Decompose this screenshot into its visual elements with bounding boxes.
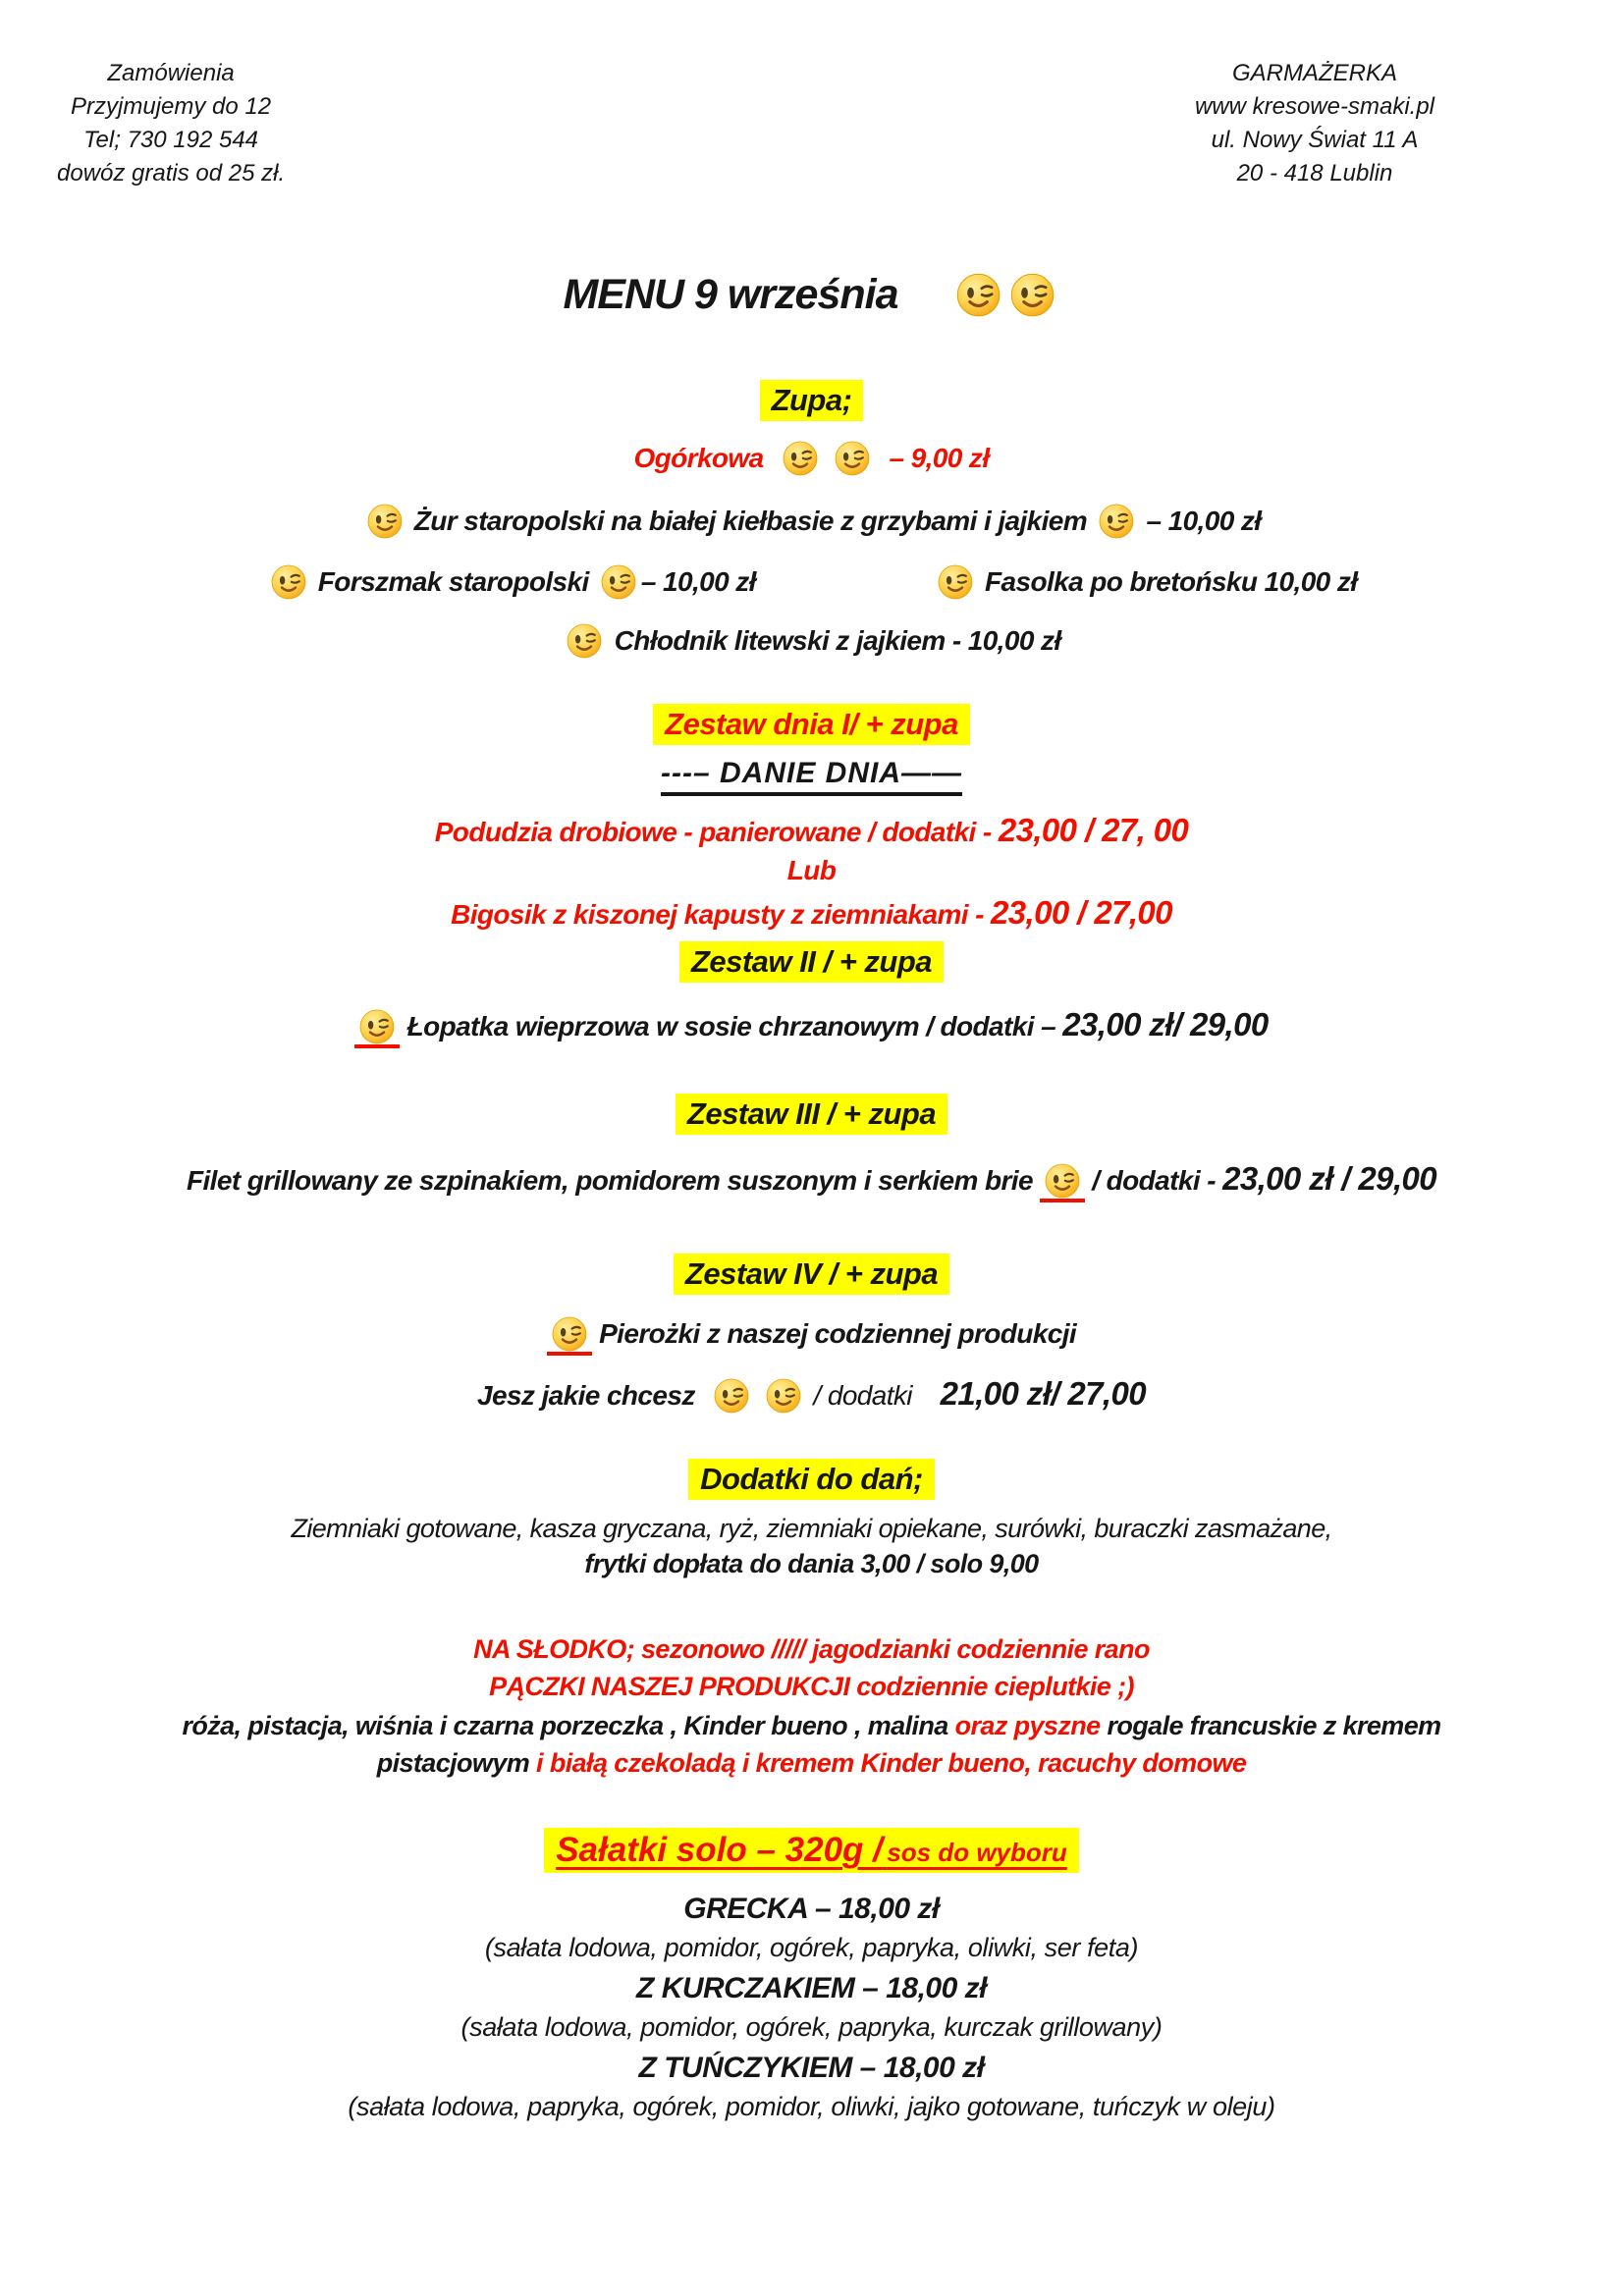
set2-heading: Zestaw II / + zupa [679,941,944,983]
item-name: Żur staropolski na białej kiełbasie z grzybami i jajkiem [413,506,1088,536]
sweets-line4-red: i białą czekoladą i kremem Kinder bueno, racuchy domowe [536,1748,1247,1778]
menu-item-forszmak [266,564,756,600]
wink-emoji-icon [567,623,602,659]
item-name: Fasolka po bretońsku 10,00 zł [985,566,1358,597]
extras-heading-line [0,1459,1623,1500]
salad-name-kurczak: Z KURCZAKIEM – 18,00 zł [636,1972,987,2004]
soups-heading: Zupa; [760,380,864,421]
page-title-line [0,271,1623,319]
delivery-info: dowóz gratis od 25 zł. [57,160,286,187]
salad-desc-kurczak: (sałata lodowa, pomidor, ogórek, papryka, kurczak grillowany) [460,2012,1163,2042]
menu-item-ogorkowa [0,441,1623,476]
item-name: Bigosik z kiszonej kapusty z ziemniakami - [451,899,984,930]
sweets-line2: PĄCZKI NASZEJ PRODUKCJI codziennie cieplutkie ;) [489,1672,1134,1701]
order-info-block [57,57,285,190]
wink-emoji-icon [766,1378,801,1414]
salads-heading-main: Sałatki solo – 320g / [556,1831,883,1869]
menu-item-lopatka [0,1006,1623,1048]
set3-heading-line [0,1094,1623,1135]
company-street: ul. Nowy Świat 11 A [1211,127,1419,153]
soups-two-column-row [0,564,1623,600]
wink-emoji-icon [835,441,870,476]
company-info-block [1195,57,1434,190]
wink-emoji-icon [714,1378,749,1414]
sweets-line4 [0,1748,1623,1779]
menu-content [0,271,1623,2122]
salad-desc-grecka: (sałata lodowa, pomidor, ogórek, papryka, oliwki, ser feta) [484,1933,1139,1962]
wink-emoji-icon [1010,273,1055,317]
menu-item-jesz [0,1375,1623,1414]
salad-name-tunczyk: Z TUŃCZYKIEM – 18,00 zł [638,2052,985,2084]
wink-emoji-underlined [354,1009,400,1048]
page-title: MENU 9 września [563,271,898,318]
item-name: Chłodnik litewski z jajkiem - 10,00 zł [614,625,1061,656]
item-prefix: Jesz jakie chcesz [477,1380,695,1411]
phone-number: Tel; 730 192 544 [83,127,259,153]
salads-heading-sub: sos do wyboru [887,1838,1067,1867]
item-price: – 10,00 zł [640,566,756,597]
order-info-line: Przyjmujemy do 12 [71,93,272,120]
menu-item-chlodnik [0,623,1623,659]
wink-emoji-icon [359,1009,395,1044]
salads-heading-line [0,1828,1623,1873]
wink-emoji-icon [367,504,403,539]
or-separator: Lub [786,855,837,885]
order-info-line: Zamówienia [107,60,235,86]
company-website: www kresowe-smaki.pl [1194,93,1434,120]
extras-list: Ziemniaki gotowane, kasza gryczana, ryż, ziemniaki opiekane, surówki, buraczki zasmażane, [291,1514,1332,1543]
set1-heading: Zestaw dnia I/ + zupa [653,704,970,745]
wink-emoji-icon [1045,1163,1080,1199]
wink-emoji-icon [552,1316,587,1352]
item-name: Forszmak staropolski [317,566,589,597]
item-name: Podudzia drobiowe - panierowane / dodatki - [434,817,992,847]
menu-item-podudzia [0,812,1623,849]
wink-emoji-icon [271,564,306,600]
salad-name-grecka: GRECKA – 18,00 zł [683,1893,940,1925]
menu-item-filet [0,1160,1623,1202]
sweets-line3-black2: rogale francuskie z kremem [1107,1711,1441,1740]
item-mid: / dodatki [813,1380,912,1411]
item-price: 23,00 / 27, 00 [998,812,1189,848]
salad-desc-tunczyk: (sałata lodowa, papryka, ogórek, pomidor, oliwki, jajko gotowane, tuńczyk w oleju) [348,2092,1275,2121]
item-name: Ogórkowa [633,443,764,473]
soups-section-heading-line [0,380,1623,421]
extras-heading: Dodatki do dań; [688,1459,935,1500]
menu-item-bigosik [0,894,1623,932]
item-name: Pierożki z naszej codziennej produkcji [599,1318,1077,1349]
item-price: 23,00 zł/ 29,00 [1062,1006,1269,1042]
extras-fries-note: frytki dopłata do dania 3,00 / solo 9,00 [584,1549,1039,1578]
sweets-line1: NA SŁODKO; sezonowo ///// jagodzianki codziennie rano [473,1634,1150,1664]
wink-emoji-underlined [547,1316,592,1356]
item-price: 21,00 zł/ 27,00 [940,1375,1146,1412]
set1-heading-line [0,704,1623,745]
item-price: 23,00 / 27,00 [991,894,1172,931]
wink-emoji-icon [938,564,973,600]
wink-emoji-icon [956,273,1001,317]
wink-emoji-icon [783,441,818,476]
menu-item-zur [0,504,1623,539]
wink-emoji-underlined [1040,1163,1085,1202]
set2-heading-line [0,941,1623,983]
menu-item-pierozki [0,1316,1623,1356]
item-price: – 9,00 zł [889,443,990,473]
salads-heading [544,1828,1079,1873]
sweets-line3 [0,1711,1623,1741]
dish-of-day-label: ---– DANIE DNIA—— [661,757,962,796]
company-city: 20 - 418 Lublin [1236,160,1393,187]
sweets-line4-black: pistacjowym [376,1748,537,1778]
item-price: 23,00 zł / 29,00 [1222,1160,1437,1197]
dish-of-day-line [0,757,1623,796]
set4-heading-line [0,1254,1623,1295]
item-mid: / dodatki - [1092,1165,1216,1196]
item-price: – 10,00 zł [1146,506,1262,536]
sweets-line3-black: róża, pistacja, wiśnia i czarna porzeczka , Kinder bueno , malina [182,1711,955,1740]
set3-heading: Zestaw III / + zupa [676,1094,947,1135]
item-name: Filet grillowany ze szpinakiem, pomidorem suszonym i serkiem brie [186,1165,1033,1196]
company-name: GARMAŻERKA [1231,60,1397,86]
sweets-line3-red: oraz pyszne [954,1711,1108,1740]
menu-item-fasolka [933,564,1358,600]
item-name: Łopatka wieprzowa w sosie chrzanowym / dodatki – [406,1011,1056,1041]
wink-emoji-icon [601,564,636,600]
set4-heading: Zestaw IV / + zupa [674,1254,949,1295]
wink-emoji-icon [1099,504,1134,539]
